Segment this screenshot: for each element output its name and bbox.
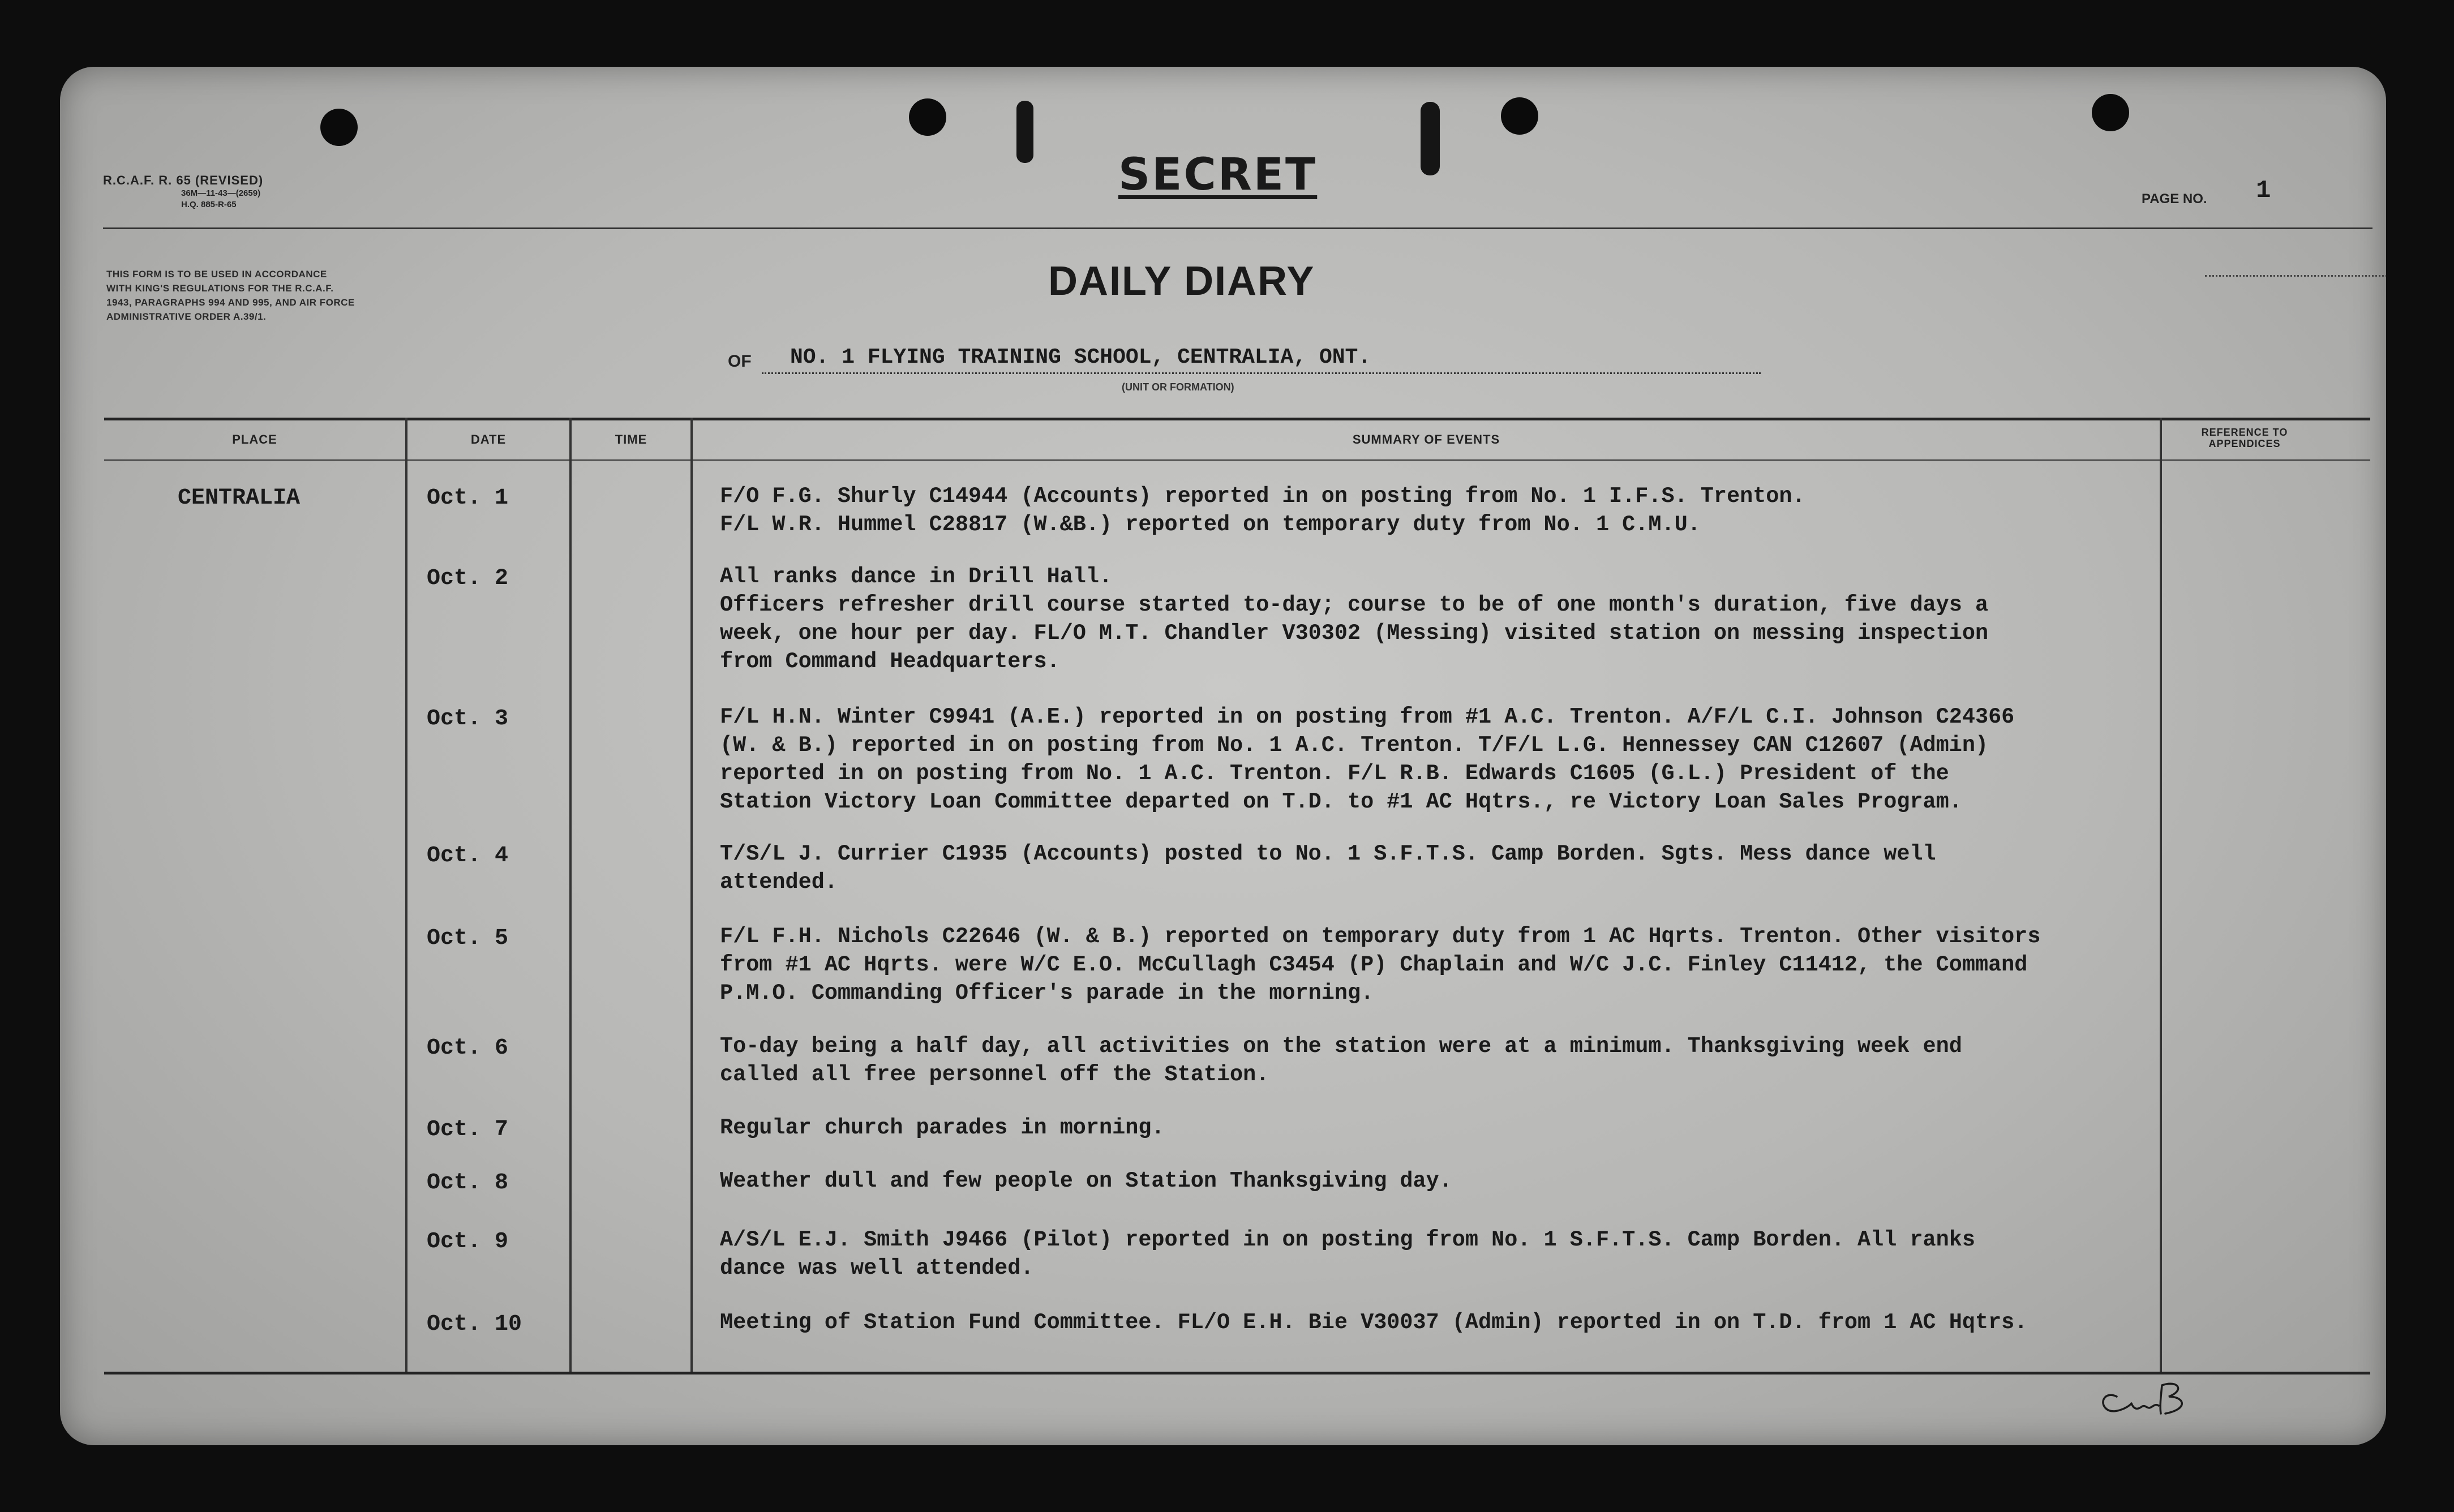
col-header-summary: SUMMARY OF EVENTS — [1352, 432, 1500, 446]
classification-heading: SECRET — [1118, 149, 1318, 200]
entry-date: Oct. 2 — [427, 566, 509, 591]
col-header-time: TIME — [615, 432, 647, 446]
table-top-rule — [104, 418, 2370, 420]
entry-summary: F/O F.G. Shurly C14944 (Accounts) reported in on posting from No. 1 I.F.S. Trenton. F/L W.R. Hummel C28817 (W.&B.) reported on temporary duty from No. 1 C.M.U. — [720, 484, 1805, 537]
document-title: DAILY DIARY — [1048, 259, 1315, 304]
page-number: 1 — [2256, 177, 2271, 205]
col-header-place: PLACE — [232, 432, 277, 446]
fastener-mark — [1016, 101, 1033, 163]
col-header-reference: REFERENCE TO APPENDICES — [2201, 427, 2288, 449]
entry-date: Oct. 7 — [427, 1117, 509, 1142]
form-instructions: THIS FORM IS TO BE USED IN ACCORDANCE WITH KING'S REGULATIONS FOR THE R.C.A.F. 1943, PARAGRAPHS 994 AND 995, AND AIR FORCE ADMINISTRATIVE ORDER A.39/1. — [106, 269, 355, 322]
page-number-label: PAGE NO. — [2142, 191, 2207, 207]
of-label: OF — [728, 352, 752, 371]
form-number: R.C.A.F. R. 65 (REVISED) — [103, 173, 264, 187]
table-bottom-rule — [104, 1372, 2370, 1374]
entry-date: Oct. 4 — [427, 843, 509, 869]
entry-summary: T/S/L J. Currier C1935 (Accounts) posted to No. 1 S.F.T.S. Camp Borden. Sgts. Mess dance well attended. — [720, 841, 1936, 895]
entry-date: Oct. 6 — [427, 1036, 509, 1061]
entry-date: Oct. 1 — [427, 486, 509, 511]
entry-date: Oct. 8 — [427, 1170, 509, 1196]
hq-reference: H.Q. 885-R-65 — [181, 200, 237, 209]
column-divider — [569, 418, 572, 1374]
entry-summary: To-day being a half day, all activities on the station were at a minimum. Thanksgiving week end called all free personnel off the Station. — [720, 1034, 1962, 1087]
page-number-line — [2205, 208, 2386, 277]
entry-summary: Weather dull and few people on Station Thanksgiving day. — [720, 1169, 1452, 1193]
form-identification — [103, 173, 263, 211]
place-cell: CENTRALIA — [178, 486, 301, 511]
unit-caption: (UNIT OR FORMATION) — [1122, 381, 1234, 393]
unit-line — [762, 372, 1761, 374]
punch-hole — [1501, 97, 1538, 135]
handwritten-initials — [2094, 1374, 2207, 1431]
entry-summary: F/L H.N. Winter C9941 (A.E.) reported in on posting from #1 A.C. Trenton. A/F/L C.I. Johnson C24366 (W. & B.) reported in on posting from No. 1 A.C. Trenton. T/F/L L.G. Hennessey CAN C12607 (Admin) reported in on posting from No. 1 A.C. Trenton. F/L R.B. Edwards C1605 (G.L.) President of the Station Victory Loan Committee departed on T.D. to #1 AC Hqtrs., re Victory Loan Sales Program. — [720, 705, 2015, 814]
entry-summary: Meeting of Station Fund Committee. FL/O E.H. Bie V30037 (Admin) reported in on T.D. from 1 AC Hqtrs. — [720, 1310, 2028, 1335]
entry-date: Oct. 3 — [427, 706, 509, 732]
entry-date: Oct. 9 — [427, 1229, 509, 1255]
entry-date: Oct. 10 — [427, 1312, 522, 1337]
header-rule — [103, 227, 2373, 229]
entry-summary: A/S/L E.J. Smith J9466 (Pilot) reported in on posting from No. 1 S.F.T.S. Camp Borden. All ranks dance was well attended. — [720, 1227, 1975, 1281]
print-code: 36M—11-43—(2659) — [181, 188, 261, 198]
entry-summary: Regular church parades in morning. — [720, 1115, 1165, 1140]
column-divider — [405, 418, 407, 1374]
column-divider — [690, 418, 693, 1374]
diary-page — [60, 67, 2386, 1445]
punch-hole — [909, 98, 946, 136]
entry-summary: F/L F.H. Nichols C22646 (W. & B.) reported on temporary duty from 1 AC Hqrts. Trenton. Other visitors from #1 AC Hqrts. were W/C E.O. McCullagh C3454 (P) Chaplain and W/C J.C. Finley C11412, the Command P.M.O. Commanding Officer's parade in the morning. — [720, 924, 2041, 1006]
unit-name: NO. 1 FLYING TRAINING SCHOOL, CENTRALIA, ONT. — [790, 345, 1371, 370]
table-header-rule — [104, 459, 2370, 461]
column-divider — [2160, 418, 2162, 1374]
fastener-mark — [1421, 102, 1440, 175]
entry-date: Oct. 5 — [427, 926, 509, 951]
entry-summary: All ranks dance in Drill Hall. Officers refresher drill course started to-day; course to be of one month's duration, five days a week, one hour per day. FL/O M.T. Chandler V30302 (Messing) visited station on messing inspection from Command Headquarters. — [720, 564, 1989, 674]
punch-hole — [2092, 94, 2129, 131]
punch-hole — [320, 109, 358, 146]
col-header-date: DATE — [470, 432, 507, 446]
